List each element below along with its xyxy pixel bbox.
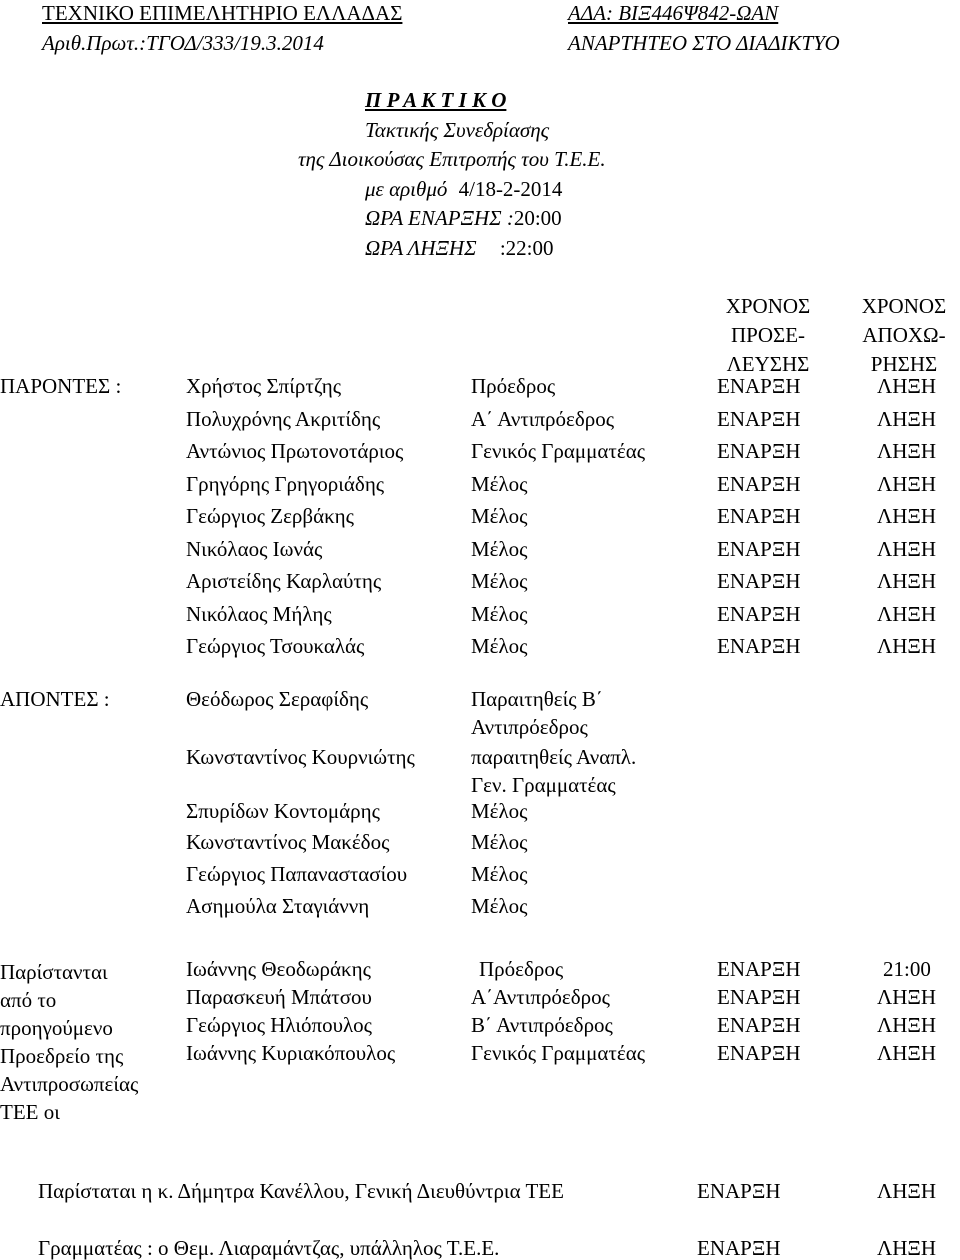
member-departure: ΛΗΞΗ — [877, 504, 937, 528]
presidium-role: Α΄Αντιπρόεδρος — [471, 985, 610, 1009]
end-time-value: :22:00 — [499, 236, 554, 260]
absent-member-role: Μέλος — [471, 830, 528, 854]
arrival-column-header: ΧΡΟΝΟΣ ΠΡΟΣΕ- ΛΕΥΣΗΣ — [725, 294, 811, 376]
absent-member-name: Γεώργιος Παπαναστασίου — [186, 862, 408, 886]
member-departure: ΛΗΞΗ — [877, 569, 937, 593]
member-departure: ΛΗΞΗ — [877, 471, 937, 496]
absent-member-name: Θεόδωρος Σεραφίδης — [186, 687, 369, 711]
present-label: ΠΑΡΟΝΤΕΣ : — [0, 374, 122, 398]
absent-member-role: Μέλος — [471, 799, 528, 823]
member-role: Μέλος — [471, 601, 528, 626]
presidium-arrival: ΕΝΑΡΞΗ — [717, 1013, 801, 1037]
member-role: Μέλος — [471, 634, 528, 658]
start-time-value: 20:00 — [513, 206, 562, 230]
member-arrival: ΕΝΑΡΞΗ — [717, 569, 801, 593]
absent-member-role-continued: Αντιπρόεδρος — [471, 715, 588, 739]
member-arrival: ΕΝΑΡΞΗ — [717, 374, 801, 398]
member-departure: ΛΗΞΗ — [877, 601, 937, 626]
presidium-name: Γεώργιος Ηλιόπουλος — [186, 1013, 372, 1037]
member-role: Μέλος — [471, 504, 528, 528]
member-arrival: ΕΝΑΡΞΗ — [717, 601, 801, 626]
secretary-departure: ΛΗΞΗ — [877, 1236, 937, 1260]
end-time — [365, 237, 553, 260]
director-attendance: Παρίσταται η κ. Δήμητρα Κανέλλου, Γενική Διευθύντρια ΤΕΕ — [38, 1179, 564, 1203]
member-role: Α΄ Αντιπρόεδρος — [471, 406, 615, 431]
member-name: Γεώργιος Ζερβάκης — [186, 504, 354, 528]
session-type: Τακτικής Συνεδρίασης — [365, 118, 550, 142]
absent-member-role: Παραιτηθείς Β΄ — [471, 687, 603, 711]
absent-member-role: παραιτηθείς Αναπλ. — [471, 745, 637, 769]
member-role: Γενικός Γραμματέας — [471, 439, 646, 463]
presidium-role: Γενικός Γραμματέας — [471, 1041, 646, 1065]
presidium-arrival: ΕΝΑΡΞΗ — [717, 1041, 801, 1065]
member-role: Μέλος — [471, 569, 528, 593]
presidium-role: Β΄ Αντιπρόεδρος — [471, 1013, 613, 1037]
member-role: Πρόεδρος — [471, 374, 556, 398]
member-departure: ΛΗΞΗ — [877, 439, 937, 463]
director-departure: ΛΗΞΗ — [877, 1179, 937, 1203]
start-time — [365, 207, 562, 230]
presidium-name: Παρασκευή Μπάτσου — [186, 985, 372, 1009]
absent-member-role: Μέλος — [471, 862, 528, 886]
absent-member-role-continued: Γεν. Γραμματέας — [471, 773, 616, 797]
protocol-number: Αριθ.Πρωτ.:ΤΓΟΔ/333/19.3.2014 — [42, 31, 324, 55]
absent-member-name: Ασημούλα Σταγιάννη — [186, 894, 370, 918]
member-departure: ΛΗΞΗ — [877, 536, 937, 561]
absent-member-role: Μέλος — [471, 894, 528, 918]
member-name: Αντώνιος Πρωτονοτάριος — [186, 439, 404, 463]
ada-code: ΑΔΑ: ΒΙΞ446Ψ842-ΩΑΝ — [568, 1, 779, 25]
end-time-label: ΩΡΑ ΛΗΞΗΣ — [365, 236, 477, 260]
organization-name: ΤΕΧΝΙΚΟ ΕΠΙΜΕΛΗΤΗΡΙΟ ΕΛΛΑΔΑΣ — [42, 1, 403, 25]
member-departure: ΛΗΞΗ — [877, 634, 937, 658]
member-arrival: ΕΝΑΡΞΗ — [717, 406, 801, 431]
secretary-arrival: ΕΝΑΡΞΗ — [697, 1236, 781, 1260]
session-number-label: με αριθμό — [365, 177, 448, 201]
member-departure: ΛΗΞΗ — [877, 406, 937, 431]
member-arrival: ΕΝΑΡΞΗ — [717, 471, 801, 496]
absent-member-name: Σπυρίδων Κοντομάρης — [186, 799, 380, 823]
member-name: Νικόλαος Μήλης — [186, 601, 332, 626]
member-name: Αριστείδης Καρλαύτης — [186, 569, 382, 593]
member-name: Γεώργιος Τσουκαλάς — [186, 634, 365, 658]
member-arrival: ΕΝΑΡΞΗ — [717, 439, 801, 463]
session-number-value: 4/18-2-2014 — [458, 177, 563, 201]
absent-member-name: Κωνσταντίνος Μακέδος — [186, 830, 390, 854]
session-number — [365, 178, 562, 201]
member-name: Πολυχρόνης Ακριτίδης — [186, 406, 381, 431]
member-arrival: ΕΝΑΡΞΗ — [717, 504, 801, 528]
member-role: Μέλος — [471, 536, 528, 561]
presidium-arrival: ΕΝΑΡΞΗ — [717, 985, 801, 1009]
member-departure: ΛΗΞΗ — [877, 374, 937, 398]
member-role: Μέλος — [471, 471, 528, 496]
posting-note: ΑΝΑΡΤΗΤΕΟ ΣΤΟ ΔΙΑΔΙΚΤΥΟ — [568, 31, 840, 55]
secretary-line: Γραμματέας : ο Θεμ. Λιαραμάντζας, υπάλληλος Τ.Ε.Ε. — [38, 1236, 500, 1260]
presidium-name: Ιωάννης Κυριακόπουλος — [186, 1041, 396, 1065]
presidium-departure: ΛΗΞΗ — [877, 1041, 937, 1065]
presidium-arrival: ΕΝΑΡΞΗ — [717, 957, 801, 981]
member-name: Νικόλαος Ιωνάς — [186, 536, 323, 561]
presidium-departure: 21:00 — [883, 957, 931, 981]
member-name: Χρήστος Σπίρτζης — [186, 374, 342, 398]
member-arrival: ΕΝΑΡΞΗ — [717, 536, 801, 561]
absent-label: ΑΠΟΝΤΕΣ : — [0, 687, 110, 711]
presidium-departure: ΛΗΞΗ — [877, 1013, 937, 1037]
presidium-label: Παρίστανται από το προηγούμενο Προεδρείο της Αντιπροσωπείας ΤΕΕ οι — [0, 960, 139, 1124]
director-arrival: ΕΝΑΡΞΗ — [697, 1179, 781, 1203]
presidium-name: Ιωάννης Θεοδωράκης — [186, 957, 371, 981]
committee-name: της Διοικούσας Επιτροπής του Τ.Ε.Ε. — [298, 147, 606, 171]
departure-column-header: ΧΡΟΝΟΣ ΑΠΟΧΩ- ΡΗΣΗΣ — [861, 294, 947, 376]
member-arrival: ΕΝΑΡΞΗ — [717, 634, 801, 658]
start-time-label: ΩΡΑ ΕΝΑΡΞΗΣ : — [365, 206, 514, 230]
document-heading: Π Ρ Α Κ Τ Ι Κ Ο — [365, 88, 507, 112]
absent-member-name: Κωνσταντίνος Κουρνιώτης — [186, 745, 415, 769]
member-name: Γρηγόρης Γρηγοριάδης — [186, 471, 385, 496]
presidium-departure: ΛΗΞΗ — [877, 985, 937, 1009]
presidium-role: Πρόεδρος — [479, 957, 564, 981]
